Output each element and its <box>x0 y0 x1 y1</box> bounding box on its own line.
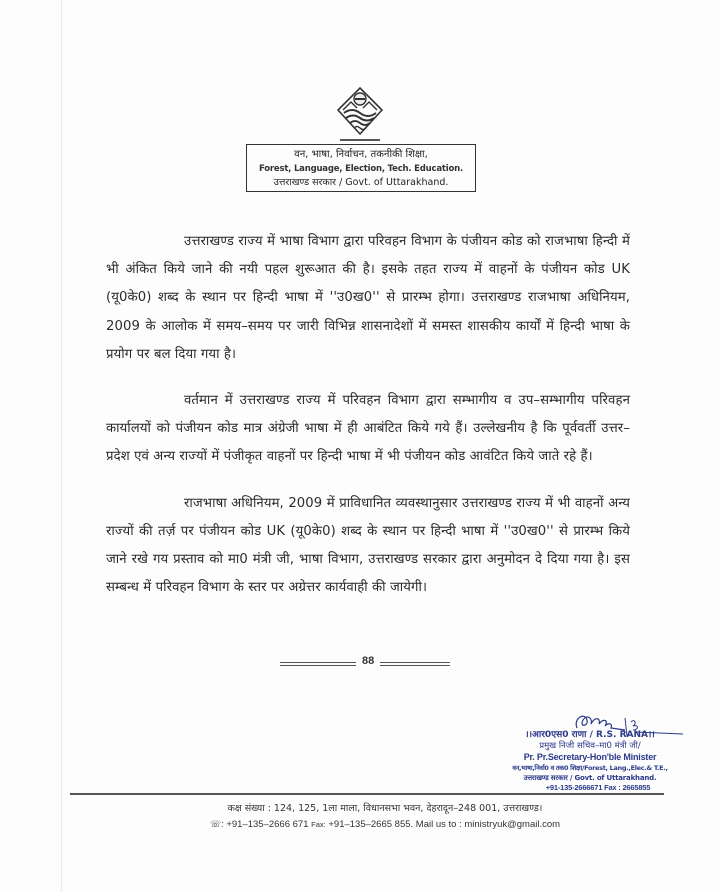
office-address: कक्ष संख्या : 124, 125, 1ला माला, विधानसभा भवन, देहरादून–248 001, उत्तराखण्ड। <box>227 803 543 814</box>
page-number-marker <box>280 655 450 675</box>
uttarakhand-emblem-icon <box>335 86 385 138</box>
paragraph-1: उत्तराखण्ड राज्य में भाषा विभाग द्वारा परिवहन विभाग के पंजीयन कोड को राजभाषा हिन्दी में भी अंकित किये जाने की नयी पहल शुरूआत की है। इसके तहत राज्य में वाहनों के पंजीयन कोड UK (यू0के0) शब्द के स्थान पर हिन्दी भाषा में ''उ0ख0'' से प्रारम्भ होगा। उत्तराखण्ड राजभाषा अधिनियम, 2009 के आलोक में समय–समय पर जारी विभिन्न शासनादेशों में समस्त शासकीय कार्यों में हिन्दी भाषा के प्रयोग पर बल दिया गया है। <box>106 234 630 362</box>
signature-block <box>500 730 680 793</box>
page-edge <box>61 0 62 892</box>
signatory-name: ।।आर0एस0 राणा / R.S. RANA।। <box>525 730 655 740</box>
divider-line <box>280 662 356 663</box>
signatory-department: वन,भाषा,निर्वा0 व तक0 शिक्षा/Forest, Lang.,Elec.& T.E., <box>512 764 668 772</box>
divider-line <box>380 665 450 666</box>
divider-line <box>280 665 356 666</box>
footer <box>150 801 620 832</box>
phone-number: +91–135–2666 671 <box>226 819 309 830</box>
fax-number: +91–135–2665 855. <box>328 819 414 830</box>
department-header-box <box>246 144 476 192</box>
emblem-caption <box>340 139 380 141</box>
mail-label: Mail us to : <box>415 819 462 830</box>
fax-label: Fax: <box>311 820 326 829</box>
signatory-title-hindi: प्रमुख निजी सचिव–मा0 मंत्री जी/ <box>539 741 641 751</box>
divider-line <box>380 662 450 663</box>
government-name: उत्तराखण्ड सरकार / Govt. of Uttarakhand. <box>273 177 449 188</box>
email-address[interactable]: ministryuk@gmail.com <box>464 819 561 830</box>
letter-body <box>106 228 630 620</box>
signatory-government: उत्तराखण्ड सरकार / Govt. of Uttarakhand. <box>523 774 657 782</box>
phone-icon: ☏: <box>209 819 224 829</box>
department-name-english: Forest, Language, Election, Tech. Education. <box>259 164 463 174</box>
page-number: 88 <box>362 655 375 667</box>
department-name-hindi: वन, भाषा, निर्वाचन, तकनीकी शिक्षा, <box>294 149 428 160</box>
footer-divider <box>70 793 664 795</box>
signatory-contact: +91-135-2666671 Fax : 2665855 <box>545 783 651 792</box>
signatory-title-english: Pr. Pr.Secretary-Hon'ble Minister <box>523 752 657 762</box>
paragraph-3: राजभाषा अधिनियम, 2009 में प्राविधानित व्यवस्थानुसार उत्तराखण्ड राज्य में भी वाहनों अन्य राज्यों की तर्ज़ पर पंजीयन कोड UK (यू0के0) शब्द के स्थान पर हिन्दी भाषा में ''उ0ख0'' से प्रारम्भ किये जाने रखे गय प्रस्ताव को मा0 मंत्री जी, भाषा विभाग, उत्तराखण्ड सरकार द्वारा अनुमोदन दे दिया गया है। इस सम्बन्ध में परिवहन विभाग के स्तर पर अग्रेत्तर कार्यवाही की जायेगी। <box>106 495 630 596</box>
paragraph-2: वर्तमान में उत्तराखण्ड राज्य में परिवहन विभाग द्वारा सम्भागीय व उप–सम्भागीय परिवहन कार्यालयों को पंजीयन कोड मात्र अंग्रेजी भाषा में ही आबंटित किये गये हैं। उल्लेखनीय है कि पूर्ववर्ती उत्तर–प्रदेश एवं अन्य राज्यों में पंजीकृत वाहनों पर हिन्दी भाषा में भी पंजीयन कोड आवंटित किये जाते रहे हैं। <box>106 393 630 465</box>
contact-line <box>150 817 620 832</box>
